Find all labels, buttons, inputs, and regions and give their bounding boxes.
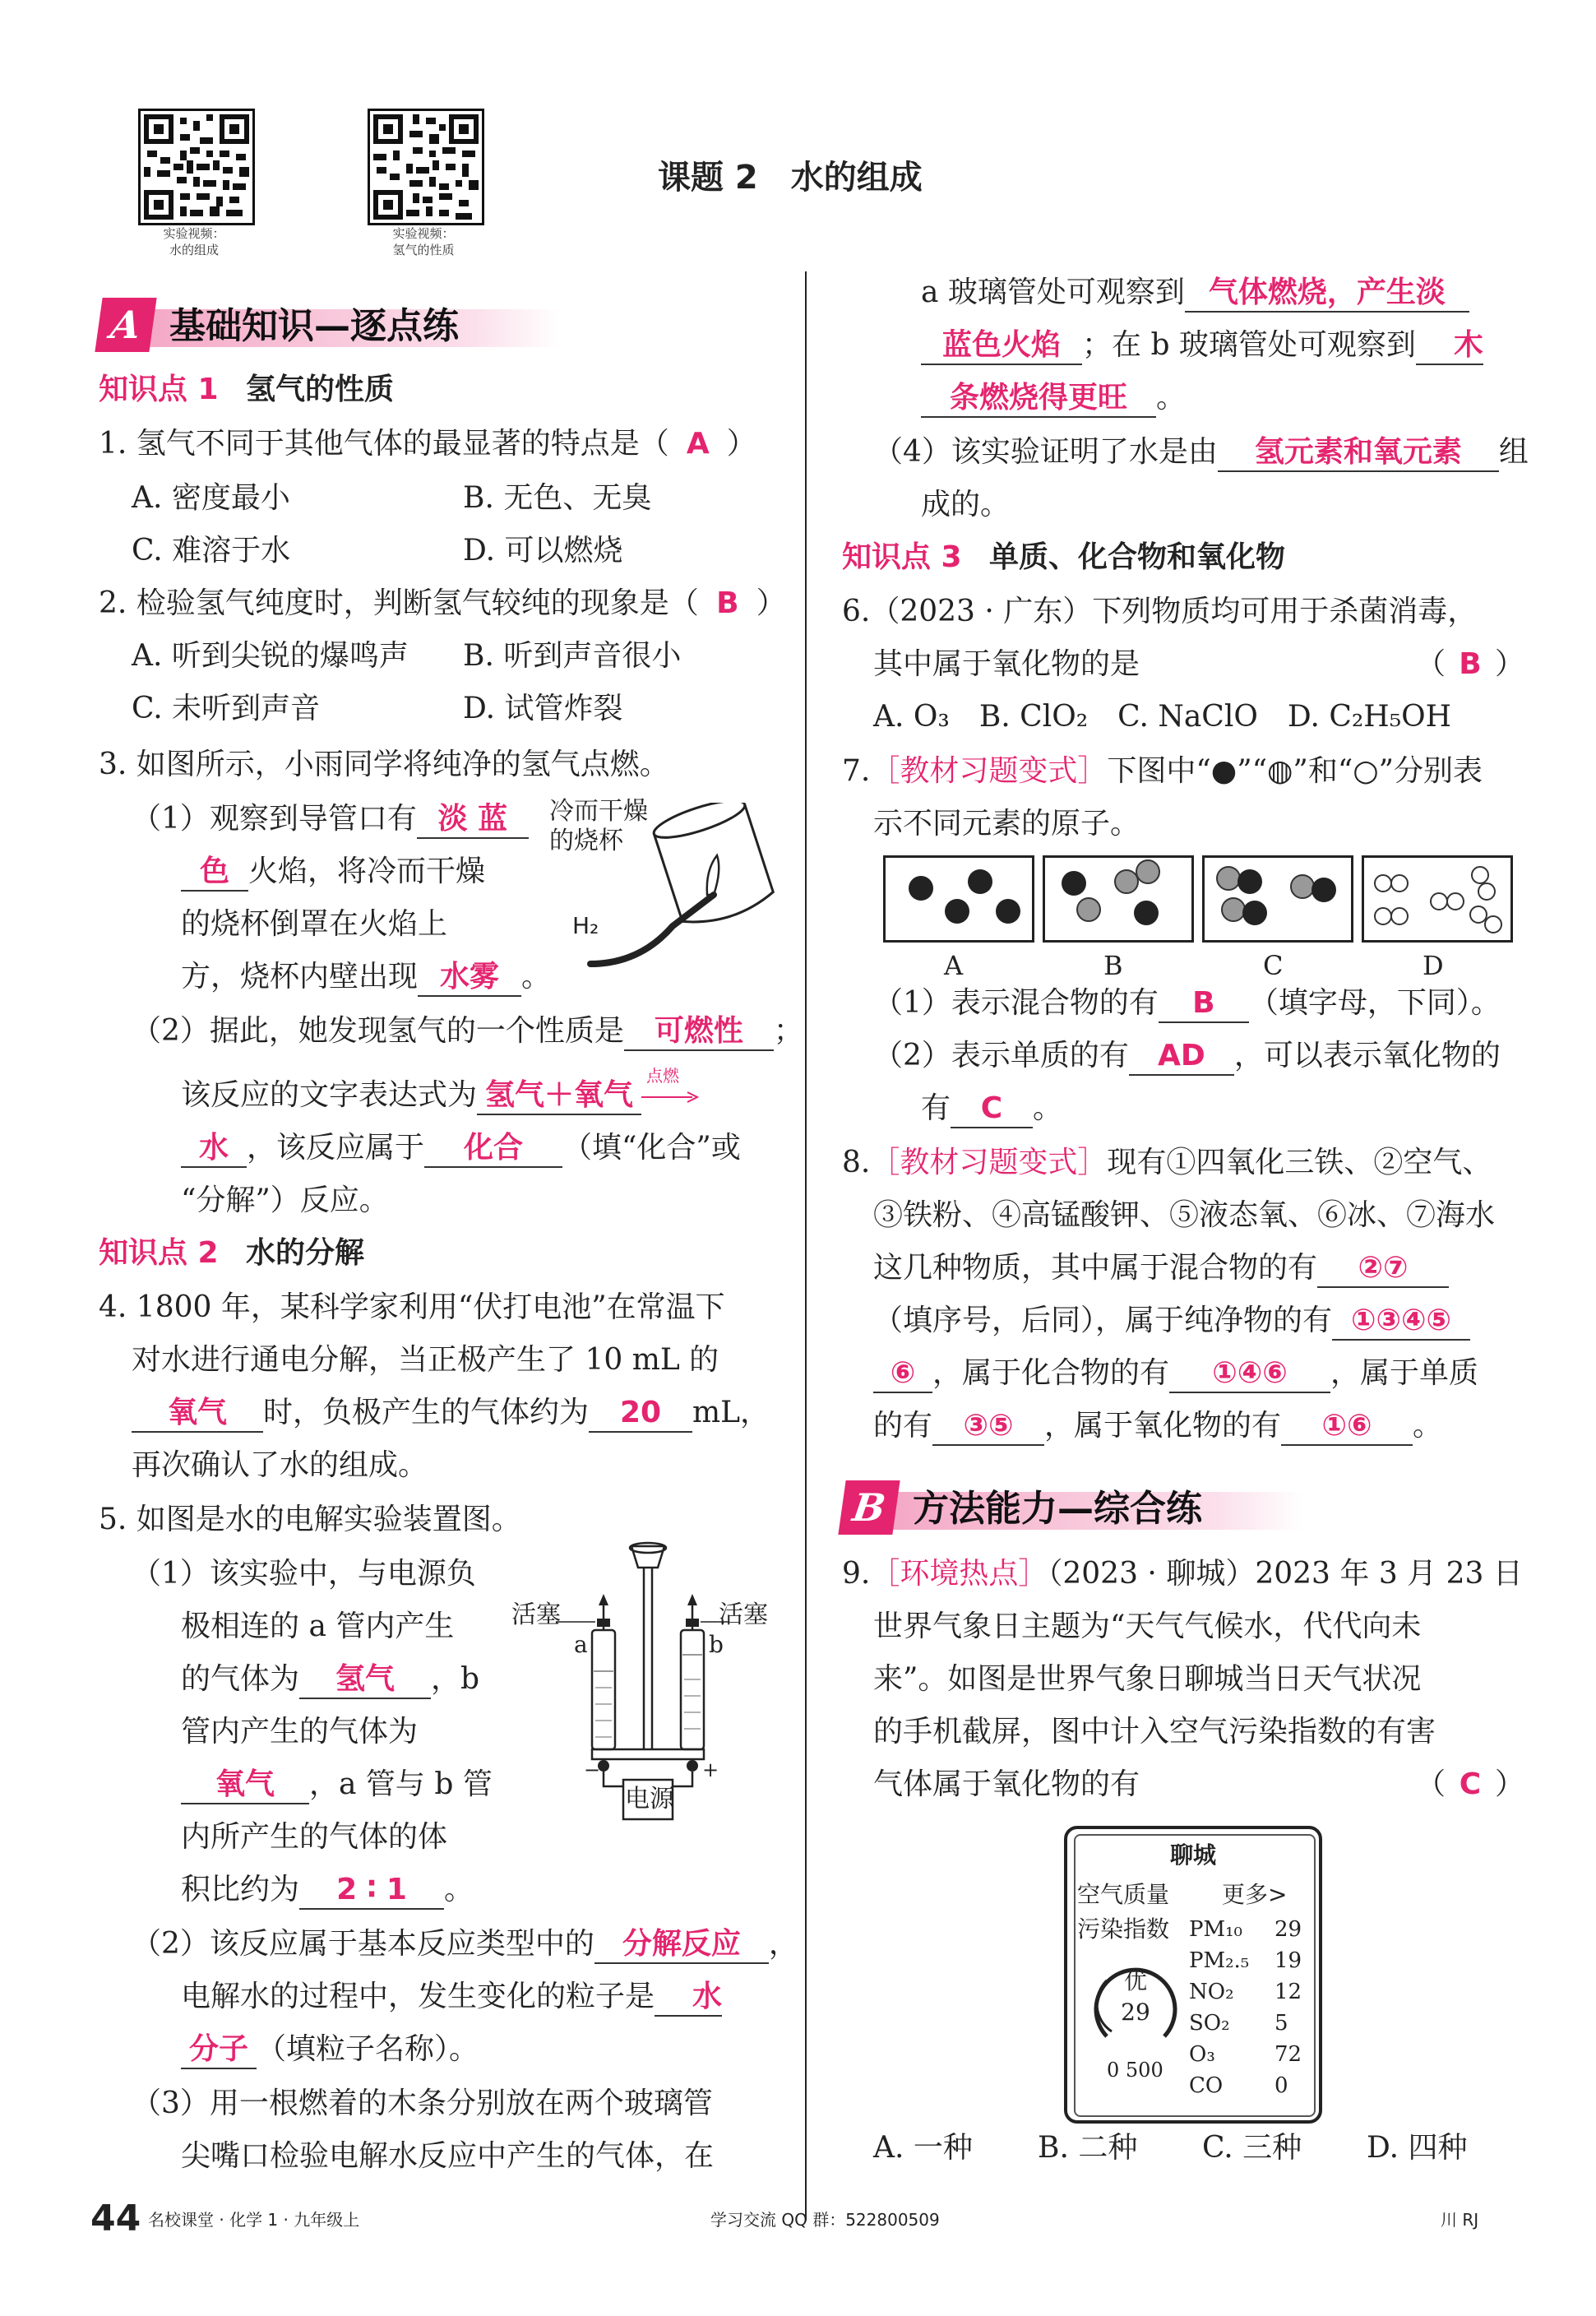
- kp2-heading: [99, 1234, 364, 1273]
- q3-p2-line3: [181, 1128, 741, 1168]
- q5-p2-line2: [181, 1977, 722, 2017]
- q7-p2b: ，可以表示氧化物的: [1233, 1039, 1501, 1072]
- q5-p3-line4: [921, 326, 1483, 365]
- q5-p3-line3: [921, 273, 1469, 313]
- q3-p2a: （2）据此，她发现氢气的一个性质是: [132, 1014, 624, 1048]
- q5-p3-line1: （3）用一根燃着的木条分别放在两个玻璃管: [132, 2087, 713, 2120]
- q5-answer-6c: 木: [1416, 327, 1483, 365]
- q8-line4: [873, 1301, 1470, 1341]
- particle-box-b: [1043, 855, 1194, 943]
- particle-label-c: C: [1263, 950, 1284, 981]
- q5-p1f: ，a 管与 b 管: [309, 1767, 493, 1801]
- q6-answer: B: [1459, 647, 1482, 681]
- black-atom-icon: [968, 869, 992, 894]
- q8-l4: （填序号，后同），属于纯净物的有: [873, 1304, 1333, 1337]
- q5-p1-line6: 内所产生的气体的体: [181, 1820, 448, 1854]
- black-atom-icon: [996, 899, 1020, 924]
- q2-stem-text: 2. 检验氢气纯度时，判断氢气较纯的现象是（: [99, 586, 699, 620]
- white-atom-icon: [1484, 915, 1502, 933]
- pollutant-row: [1189, 2008, 1312, 2040]
- qr1-caption: [128, 225, 260, 258]
- q5-p4b: 组: [1498, 435, 1529, 469]
- q6-options: A. O₃ B. ClO₂ C. NaClO D. C₂H₅OH: [873, 700, 1452, 734]
- arrow-icon: [641, 1089, 699, 1105]
- q5-p1-line7: [181, 1870, 474, 1910]
- q7-p1b: （填字母，下同）。: [1248, 986, 1501, 1020]
- q5-p2-line3: [181, 2030, 479, 2069]
- q5-stem: 5. 如图是水的电解实验装置图。: [99, 1503, 521, 1536]
- pollutant-row: [1189, 2071, 1312, 2102]
- q3-p2b: ；: [773, 1014, 803, 1048]
- kp3-heading: [842, 538, 1285, 577]
- q5-p3e: 。: [1156, 381, 1187, 415]
- q9-answer-bracket: （ C ）: [1416, 1765, 1524, 1804]
- q5-p1-line3: [181, 1660, 479, 1699]
- q8-l6c: 。: [1413, 1409, 1443, 1443]
- white-atom-icon: [1390, 907, 1409, 925]
- pollutant-name: SO₂: [1189, 2011, 1230, 2036]
- q5-p1h: 积比约为: [181, 1873, 300, 1906]
- q5-p4a: （4）该实验证明了水是由: [873, 435, 1218, 469]
- q5-answer-5b: 分子: [181, 2031, 257, 2069]
- qr2-caption-line2: 氢气的性质: [392, 243, 455, 257]
- q9-l1: （2023 · 聊城）2023 年 3 月 23 日: [1048, 1557, 1523, 1591]
- qr-code-hydrogen-properties[interactable]: [368, 109, 484, 225]
- q7-p2c: 有: [921, 1091, 951, 1125]
- q5-p1i: 。: [444, 1873, 474, 1906]
- q4-line2: 对水进行通电分解，当正极产生了 10 mL 的: [132, 1343, 719, 1377]
- qr2-caption-line1: 实验视频：: [392, 226, 455, 241]
- q5-p1-line1: （1）该实验中，与电源负: [132, 1557, 476, 1591]
- gray-atom-icon: [1136, 859, 1160, 884]
- qr-pattern-icon: [141, 111, 252, 223]
- q2-stem: [99, 584, 786, 623]
- particle-box-c: [1202, 855, 1353, 943]
- pollutant-name: PM₂.₅: [1189, 1948, 1250, 1973]
- q8-l5b: ，属于化合物的有: [932, 1356, 1170, 1390]
- q8-l3: 这几种物质，其中属于混合物的有: [873, 1251, 1318, 1285]
- footer-edition: 川 RJ: [1441, 2210, 1479, 2230]
- kp1-heading: [99, 370, 394, 410]
- q2-option-b: B. 听到声音很小: [463, 639, 682, 673]
- q5-answer-2: 氧气: [181, 1767, 309, 1804]
- q8-tag: ［教材习题变式］: [870, 1146, 1108, 1179]
- q4-line4: 再次确认了水的组成。: [132, 1448, 428, 1482]
- q5-answer-1: 氢气: [299, 1661, 431, 1699]
- kp2-title: 水的分解: [246, 1236, 365, 1270]
- q5-answer-5a: 水: [655, 1979, 722, 2017]
- fig-tube-a-label: a: [574, 1631, 588, 1658]
- q4-l3c: mL，: [692, 1396, 770, 1429]
- section-b-title: 方法能力—综合练: [913, 1488, 1202, 1530]
- phone-more-link[interactable]: 更多>: [1222, 1881, 1288, 1908]
- pollutant-row: [1189, 2040, 1312, 2071]
- pollutant-value: 0: [1274, 2073, 1288, 2098]
- fig-power-label: 电源: [625, 1785, 674, 1813]
- q8-l5c: ，属于单质: [1330, 1356, 1479, 1390]
- qr-code-water-composition[interactable]: [138, 109, 255, 225]
- particle-box-d: [1362, 855, 1513, 943]
- q9-line5: 气体属于氧化物的有: [873, 1767, 1140, 1801]
- fig-tube-b-label: b: [709, 1631, 724, 1658]
- pollutant-name: PM₁₀: [1189, 1917, 1242, 1942]
- column-divider: [805, 271, 807, 2221]
- q3-answer-1b: 色: [181, 854, 248, 892]
- q5-p3-line5: [921, 378, 1186, 418]
- white-atom-icon: [1471, 866, 1489, 884]
- qr-pattern-icon: [370, 111, 482, 223]
- phone-city: 聊城: [1169, 1841, 1216, 1869]
- q8-line3: [873, 1248, 1449, 1288]
- q5-p4-line1: [873, 433, 1529, 472]
- q6-answer-bracket: （ B ）: [1416, 645, 1524, 684]
- q7-line1: 7.［教材习题变式］下图中“●”“◍”和“○”分别表: [842, 754, 1483, 788]
- q8-answer-5: ①⑥: [1281, 1408, 1413, 1446]
- black-atom-icon: [1134, 901, 1159, 925]
- q5-p1c: 的气体为: [181, 1662, 300, 1696]
- q3-p1-line3: 的烧杯倒罩在火焰上: [181, 907, 448, 941]
- footer-qq: 学习交流 QQ 群：522800509: [710, 2210, 940, 2230]
- fig-valve-left-label: 活塞: [511, 1600, 561, 1629]
- qr2-caption: [358, 225, 489, 258]
- pollutant-row: [1189, 1977, 1312, 2008]
- q5-answer-7: 氢元素和氧元素: [1218, 434, 1499, 472]
- gauge-value: 29: [1121, 1999, 1150, 2026]
- q7-answer-3: C: [951, 1091, 1033, 1128]
- pollutant-row: [1189, 1915, 1312, 1946]
- q8-answer-2b: ⑥: [873, 1355, 932, 1393]
- q7-p2a: （2）表示单质的有: [873, 1039, 1129, 1072]
- q3-answer-2d: 化合: [424, 1130, 562, 1168]
- q5-figure: [511, 1540, 788, 1827]
- q1-answer: A: [686, 427, 710, 461]
- phone-air-quality: 空气质量: [1077, 1881, 1170, 1908]
- lesson-title: 课题 2 水的组成: [658, 159, 923, 197]
- pollutant-name: O₃: [1189, 2042, 1215, 2067]
- q9-line4: 的手机截屏，图中计入空气污染指数的有害: [873, 1715, 1436, 1749]
- kp1-label: 知识点 1: [99, 373, 219, 406]
- phone-index-label: 污染指数: [1077, 1915, 1170, 1943]
- q3-p1-line1: [132, 799, 529, 839]
- q4-answer-1: 氧气: [132, 1395, 263, 1433]
- q5-answer-4: 分解反应: [594, 1926, 769, 1964]
- q3-answer-1a: 淡 蓝: [417, 801, 529, 839]
- q8-l1: 现有①四氧化三铁、②空气、: [1107, 1146, 1492, 1179]
- q5-p3d: ；在 b 玻璃管处可观察到: [1082, 328, 1416, 362]
- q3-p2-line1: [132, 1012, 803, 1051]
- reaction-arrow: [641, 1066, 699, 1114]
- white-atom-icon: [1446, 892, 1464, 910]
- q7-l1: 下图中“●”“◍”和“○”分别表: [1107, 754, 1483, 788]
- q3-p1a: （1）观察到导管口有: [132, 802, 417, 836]
- q5-answer-6d: 条燃烧得更旺: [921, 380, 1156, 418]
- q8-answer-3: ①④⑥: [1169, 1355, 1330, 1393]
- q8-answer-4: ③⑤: [932, 1408, 1044, 1446]
- particle-label-b: B: [1103, 950, 1123, 981]
- q5-answer-6b: 蓝色火焰: [921, 327, 1082, 365]
- q5-p2b: ，: [768, 1927, 798, 1961]
- q5-answer-3: 2 ∶ 1: [299, 1872, 444, 1910]
- q5-p1-line5: [181, 1765, 493, 1804]
- black-atom-icon: [1062, 871, 1086, 896]
- q8-line2: ③铁粉、④高锰酸钾、⑤液态氧、⑥冰、⑦海水: [873, 1198, 1496, 1232]
- section-b-header: [842, 1480, 1302, 1538]
- q2-option-c: C. 未听到声音: [132, 692, 321, 725]
- kp3-title: 单质、化合物和氧化物: [989, 540, 1286, 574]
- section-a-title: 基础知识—逐点练: [169, 305, 459, 347]
- q3-p1e: 。: [521, 960, 552, 994]
- q5-p1d: ，b: [431, 1662, 480, 1696]
- q9-line1: 9.［环境热点］（2023 · 聊城）2023 年 3 月 23 日: [842, 1557, 1523, 1591]
- q3-p2c: 该反应的文字表达式为: [181, 1078, 478, 1112]
- q5-p3-line2: 尖嘴口检验电解水反应中产生的气体，在: [181, 2139, 715, 2173]
- black-atom-icon: [1242, 901, 1267, 925]
- q5-answer-6a: 气体燃烧，产生淡: [1185, 275, 1469, 313]
- q5-p2d: （填粒子名称）。: [257, 2032, 479, 2066]
- q2-close: ）: [756, 586, 786, 620]
- pollutant-row: [1189, 1946, 1312, 1977]
- q3-answer-2a: 可燃性: [624, 1013, 774, 1051]
- q3-figure: [549, 797, 779, 967]
- q7-answer-1: B: [1159, 985, 1249, 1023]
- q1-close: ）: [726, 427, 756, 461]
- kp1-title: 氢气的性质: [246, 373, 395, 406]
- q5-p2-line1: [132, 1925, 798, 1964]
- qr1-caption-line1: 实验视频：: [163, 226, 225, 241]
- kp3-label: 知识点 3: [842, 540, 962, 574]
- q8-line6: [873, 1406, 1442, 1446]
- footer-book: 名校课堂 · 化学 1 · 九年级上: [148, 2210, 360, 2230]
- phone-screenshot: [1064, 1826, 1322, 2124]
- q4-line1: 4. 1800 年，某科学家利用“伏打电池”在常温下: [99, 1290, 725, 1324]
- page-number: 44: [90, 2198, 141, 2240]
- pollutant-value: 29: [1274, 1917, 1302, 1942]
- q5-p2a: （2）该反应属于基本反应类型中的: [132, 1927, 594, 1961]
- fig-minus-label: −: [584, 1758, 601, 1781]
- q1-option-c: C. 难溶于水: [132, 534, 291, 567]
- q3-p1-line2: [181, 852, 485, 892]
- q6-line2: 其中属于氧化物的是: [873, 647, 1140, 681]
- q5-p1-line4: 管内产生的气体为: [181, 1715, 419, 1749]
- q2-option-a: A. 听到尖锐的爆鸣声: [132, 639, 409, 673]
- pollutant-value: 72: [1274, 2042, 1302, 2067]
- q5-p3c: a 玻璃管处可观察到: [921, 276, 1185, 309]
- q5-p1-line2: 极相连的 a 管内产生: [181, 1610, 455, 1643]
- q7-p2-line1: [873, 1036, 1501, 1076]
- q6-line1: 6.（2023 · 广东）下列物质均可用于杀菌消毒，: [842, 595, 1478, 628]
- q2-option-d: D. 试管炸裂: [463, 692, 623, 725]
- gray-atom-icon: [1076, 897, 1101, 922]
- q7-p2-line2: [921, 1089, 1062, 1128]
- q4-line3: [132, 1393, 770, 1433]
- q9-option-d: D. 四种: [1367, 2131, 1468, 2165]
- q9-option-a: A. 一种: [873, 2131, 973, 2165]
- q3-p2-line2: [181, 1066, 699, 1115]
- particle-box-a: [883, 855, 1034, 943]
- q9-line2: 世界气象日主题为“天气气候水，代代向未: [873, 1610, 1422, 1643]
- q3-p2-line4: “分解”）反应。: [181, 1183, 389, 1217]
- section-a-badge: A: [95, 298, 156, 352]
- white-atom-icon: [1390, 874, 1409, 892]
- q4-l3b: 时，负极产生的气体约为: [263, 1396, 590, 1429]
- q9-option-b: B. 二种: [1038, 2131, 1138, 2165]
- pollutant-value: 5: [1274, 2011, 1288, 2036]
- q3-fig-label1: 冷而干燥: [549, 797, 648, 826]
- q9-answer: C: [1459, 1767, 1482, 1801]
- q9-tag: ［环境热点］: [870, 1557, 1048, 1591]
- q7-tag: ［教材习题变式］: [870, 754, 1108, 788]
- q3-answer-2c: 水: [181, 1130, 247, 1168]
- q9-line3: 来”。如图是世界气象日聊城当日天气状况: [873, 1662, 1422, 1696]
- pollutant-value: 19: [1274, 1948, 1302, 1973]
- q3-fig-h2: H₂: [572, 912, 599, 939]
- pollutant-name: CO: [1189, 2073, 1224, 2098]
- q3-p1d: 方，烧杯内壁出现: [181, 960, 419, 994]
- particle-label-d: D: [1423, 950, 1444, 981]
- q5-p4-line2: 成的。: [921, 488, 1011, 521]
- particle-label-a: A: [944, 950, 964, 981]
- q7-p1a: （1）表示混合物的有: [873, 986, 1159, 1020]
- q3-p2e: （填“化合”或: [562, 1131, 741, 1165]
- kp2-label: 知识点 2: [99, 1236, 219, 1270]
- q3-answer-1c: 水雾: [418, 959, 521, 997]
- q1-stem: [99, 424, 756, 464]
- black-atom-icon: [1311, 878, 1336, 902]
- section-b-badge: B: [838, 1480, 900, 1535]
- q3-fig-label2: 的烧杯: [549, 827, 623, 855]
- q8-answer-1: ②⑦: [1317, 1250, 1449, 1288]
- q2-answer: B: [716, 586, 739, 620]
- fig-valve-right-label: 活塞: [719, 1600, 768, 1629]
- q3-p1b: 火焰，将冷而干燥: [248, 855, 486, 888]
- q7-answer-2: AD: [1129, 1038, 1234, 1076]
- q7-p1: [873, 984, 1501, 1023]
- q3-answer-2b: 氢气＋氧气: [477, 1077, 641, 1115]
- q3-p2d: ，该反应属于: [247, 1131, 425, 1165]
- q9-option-c: C. 三种: [1202, 2131, 1302, 2165]
- q8-l6b: ，属于氧化物的有: [1044, 1409, 1282, 1443]
- pollutant-list: [1189, 1915, 1312, 2102]
- gauge-text: 优: [1123, 1967, 1147, 1994]
- arrow-condition: 点燃: [646, 1066, 680, 1086]
- gauge-range: 0 500: [1107, 2059, 1163, 2082]
- white-atom-icon: [1374, 907, 1392, 925]
- q1-option-a: A. 密度最小: [132, 481, 290, 515]
- q8-line5: [873, 1354, 1478, 1393]
- q3-p1-line4: [181, 957, 551, 997]
- white-atom-icon: [1374, 874, 1392, 892]
- white-atom-icon: [1478, 882, 1496, 901]
- q4-answer-2: 20: [589, 1395, 692, 1433]
- pollutant-value: 12: [1274, 1980, 1302, 2004]
- q5-p2c: 电解水的过程中，发生变化的粒子是: [181, 1980, 655, 2013]
- black-atom-icon: [909, 876, 933, 901]
- q1-option-b: B. 无色、无臭: [463, 481, 652, 515]
- pollutant-name: NO₂: [1189, 1980, 1234, 2004]
- black-atom-icon: [945, 899, 969, 924]
- q8-l6a: 的有: [873, 1409, 933, 1443]
- q7-particle-diagrams: [883, 855, 1508, 995]
- beaker-flame-icon: [549, 803, 779, 967]
- q8-answer-2a: ①③④⑤: [1332, 1303, 1470, 1341]
- q3-stem: 3. 如图所示，小雨同学将纯净的氢气点燃。: [99, 748, 669, 781]
- white-atom-icon: [1430, 892, 1448, 910]
- q7-p2d: 。: [1033, 1091, 1063, 1125]
- q1-option-d: D. 可以燃烧: [463, 534, 623, 567]
- fig-plus-label: +: [702, 1758, 719, 1781]
- q1-stem-text: 1. 氢气不同于其他气体的最显著的特点是（: [99, 427, 669, 461]
- q8-line1: 8.［教材习题变式］现有①四氧化三铁、②空气、: [842, 1146, 1492, 1179]
- q7-line2: 示不同元素的原子。: [873, 807, 1140, 841]
- black-atom-icon: [1237, 869, 1262, 894]
- qr1-caption-line2: 水的组成: [169, 243, 219, 257]
- section-a-header: [99, 298, 559, 355]
